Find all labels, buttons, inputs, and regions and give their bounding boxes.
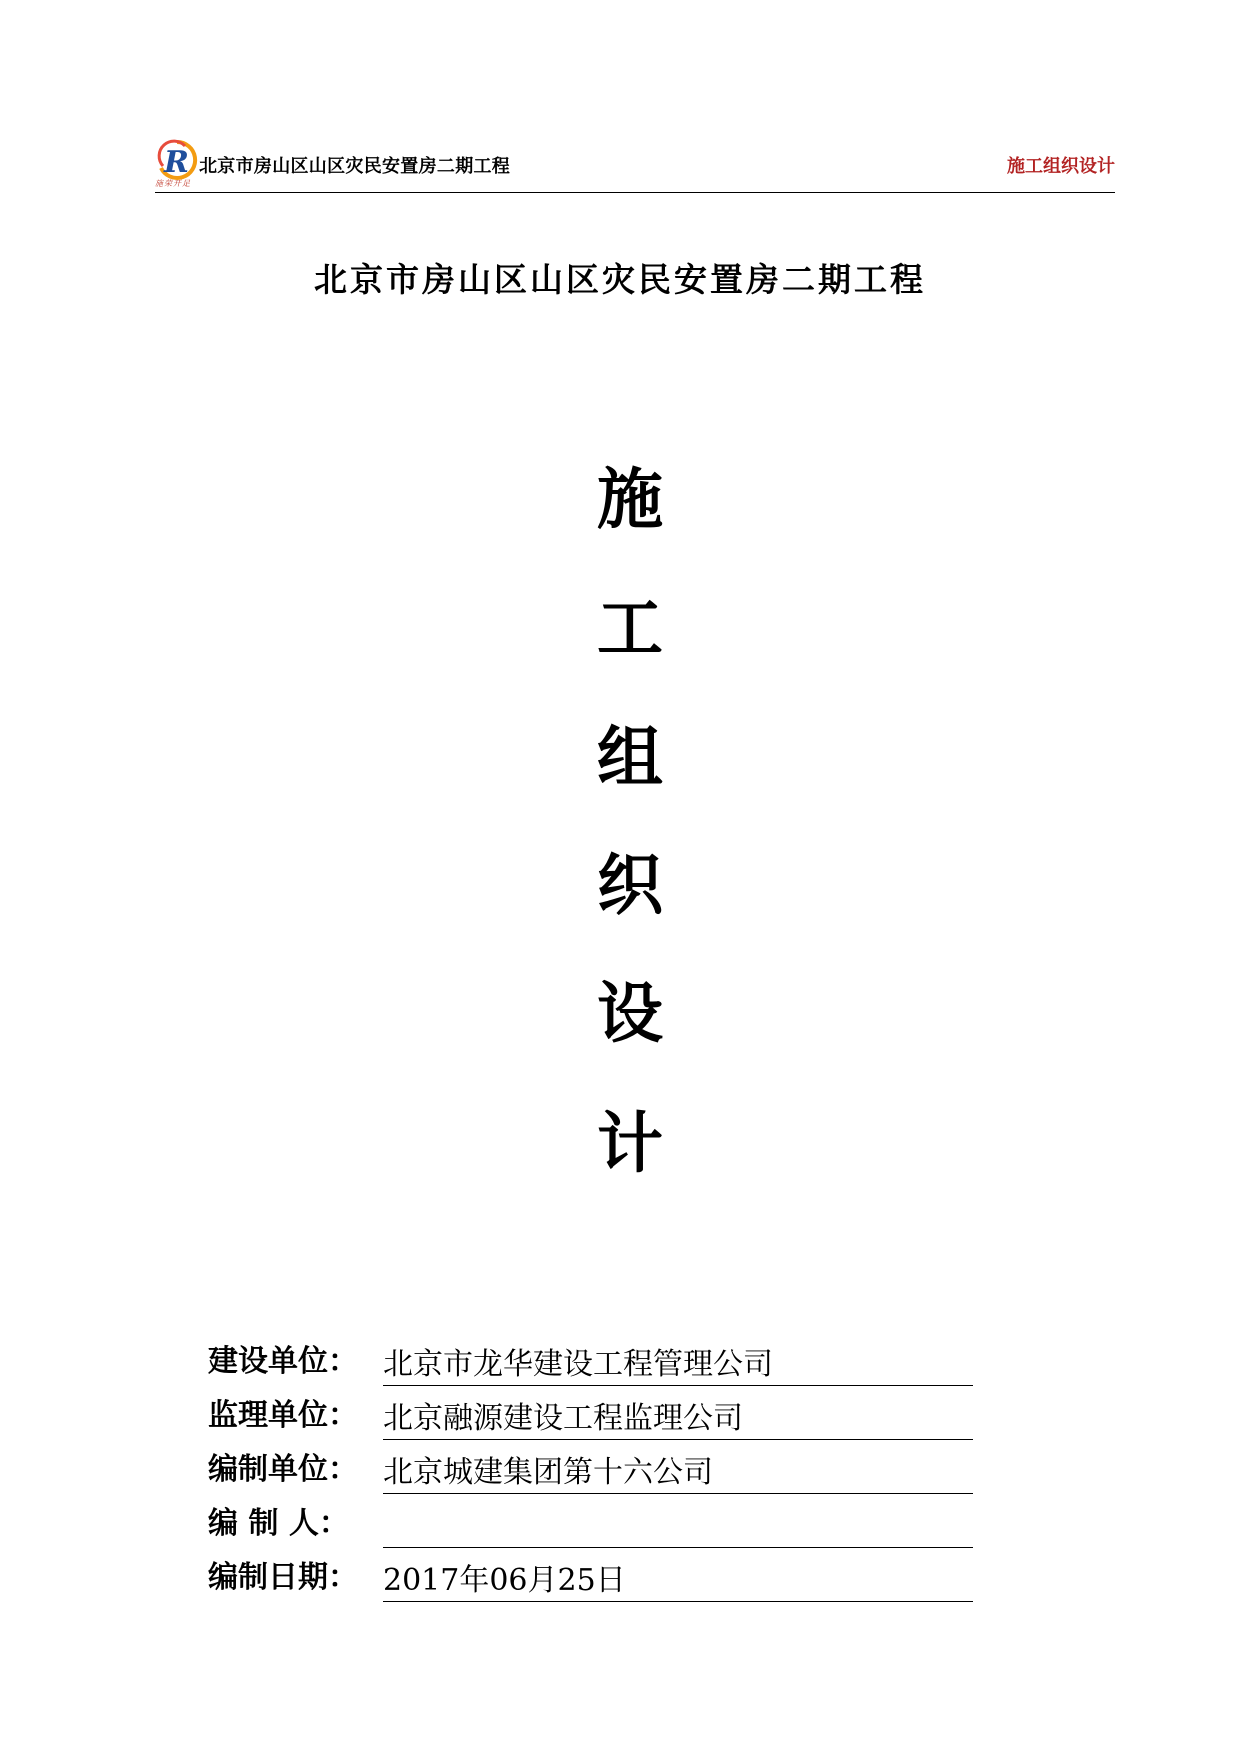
info-value: 北京城建集团第十六公司 (383, 1453, 973, 1494)
info-row-client (208, 1340, 968, 1386)
info-label: 编制单位： (208, 1452, 358, 1487)
info-value: 北京市龙华建设工程管理公司 (383, 1345, 973, 1386)
page-header (155, 138, 1115, 193)
doc-title-char: 设 (597, 974, 663, 1052)
info-label: 监理单位： (208, 1398, 358, 1433)
info-label: 编制日期： (208, 1560, 358, 1595)
info-value (383, 1507, 973, 1548)
info-row-compiler (208, 1502, 968, 1548)
info-row-compiler-unit (208, 1448, 968, 1494)
doc-title-char: 织 (597, 846, 663, 924)
info-label: 建设单位： (208, 1344, 358, 1379)
info-row-date (208, 1556, 968, 1602)
logo-signature: 施荣开足 (155, 179, 191, 188)
logo-letter: R (164, 145, 189, 180)
info-row-supervisor (208, 1394, 968, 1440)
info-label: 编 制 人： (208, 1506, 349, 1541)
doc-title-char: 工 (597, 589, 663, 667)
info-value: 2017年06月25日 (383, 1561, 973, 1602)
doc-title-char: 施 (597, 460, 663, 538)
header-project-name: 北京市房山区山区灾民安置房二期工程 (199, 156, 511, 177)
info-value: 北京融源建设工程监理公司 (383, 1399, 973, 1440)
header-doc-type: 施工组织设计 (1007, 156, 1115, 177)
project-title: 北京市房山区山区灾民安置房二期工程 (314, 260, 926, 299)
company-logo (155, 138, 199, 190)
doc-title-char: 组 (597, 718, 663, 796)
doc-title-char: 计 (597, 1104, 663, 1182)
